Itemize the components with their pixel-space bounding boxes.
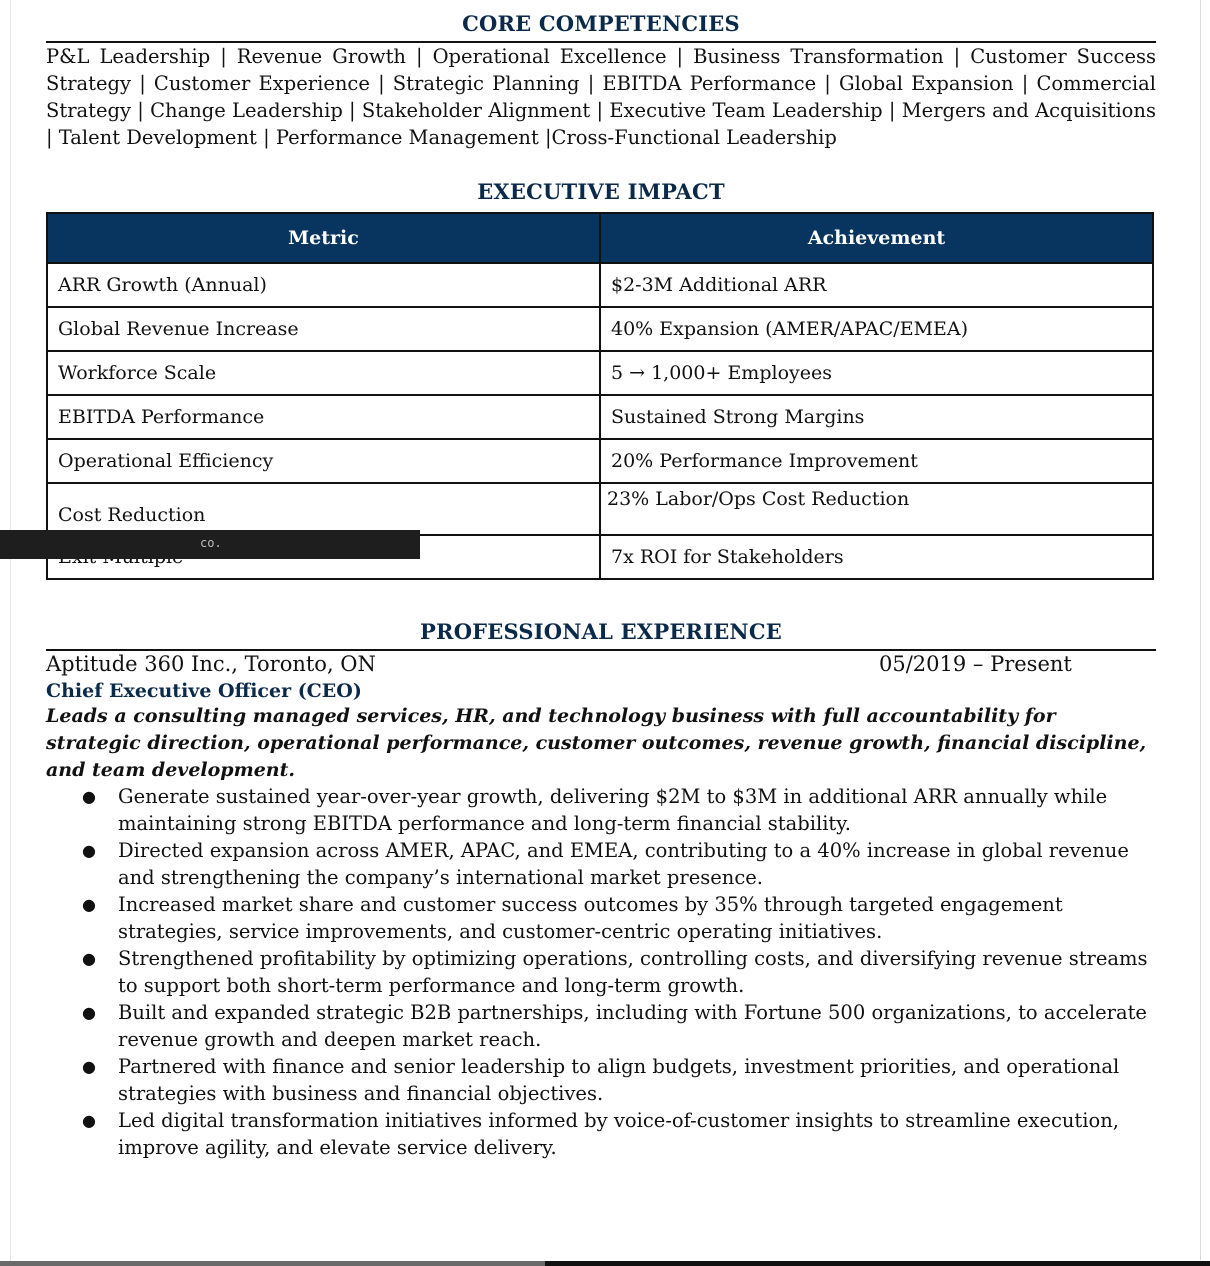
professional-experience-heading: PROFESSIONAL EXPERIENCE	[420, 619, 782, 644]
bullet-text: Generate sustained year-over-year growth, delivering $2M to $3M in additional ARR annually while maintaining strong EBITDA performance and long-term financial stability.	[118, 785, 1108, 835]
metric-cell: Cost Reduction	[47, 483, 600, 535]
achievement-cell: 20% Performance Improvement	[600, 439, 1153, 483]
achievement-cell: 7x ROI for Stakeholders	[600, 535, 1153, 579]
table-row	[47, 439, 1153, 483]
bullet-icon: ●	[82, 1057, 96, 1076]
floating-toolbar-overlay[interactable]	[0, 530, 420, 559]
metric-cell: EBITDA Performance	[47, 395, 600, 439]
executive-impact-table	[46, 212, 1154, 580]
list-item	[0, 783, 1160, 837]
list-item	[0, 1107, 1160, 1161]
overlay-label: co.	[200, 536, 222, 550]
job-summary: Leads a consulting managed services, HR, and technology business with full accountability for strategic direction, operational performance, customer outcomes, revenue growth, financial discipline, and team development.	[46, 705, 1147, 781]
core-competencies-heading: CORE COMPETENCIES	[462, 11, 740, 36]
job-title: Chief Executive Officer (CEO)	[46, 680, 362, 702]
table-row	[47, 395, 1153, 439]
bullet-icon: ●	[82, 1111, 96, 1130]
table-header-row	[47, 213, 1153, 263]
column-header-metric: Metric	[47, 213, 600, 263]
bullet-text: Partnered with finance and senior leadership to align budgets, investment priorities, and operational strategies with business and financial objectives.	[118, 1055, 1120, 1105]
list-item	[0, 837, 1160, 891]
scrollbar-thumb[interactable]	[0, 1261, 545, 1266]
bullet-text: Led digital transformation initiatives informed by voice-of-customer insights to streamline execution, improve agility, and elevate service delivery.	[118, 1109, 1119, 1159]
list-item	[0, 1053, 1160, 1107]
table-row	[47, 263, 1153, 307]
table-row	[47, 351, 1153, 395]
achievement-cell: 40% Expansion (AMER/APAC/EMEA)	[600, 307, 1153, 351]
bullet-text: Increased market share and customer success outcomes by 35% through targeted engagement strategies, service improvements, and customer-centric operating initiatives.	[118, 893, 1063, 943]
achievement-cell: $2-3M Additional ARR	[600, 263, 1153, 307]
bullet-icon: ●	[82, 787, 96, 806]
table-row	[47, 307, 1153, 351]
list-item	[0, 945, 1160, 999]
bullet-icon: ●	[82, 841, 96, 860]
bullet-text: Strengthened profitability by optimizing operations, controlling costs, and diversifying revenue streams to support both short-term performance and long-term growth.	[118, 947, 1148, 997]
job-dates: 05/2019 – Present	[879, 652, 1072, 676]
bullet-icon: ●	[82, 895, 96, 914]
metric-cell: ARR Growth (Annual)	[47, 263, 600, 307]
table-row	[47, 483, 1153, 535]
bullet-text: Directed expansion across AMER, APAC, and EMEA, contributing to a 40% increase in global revenue and strengthening the company’s international market presence.	[118, 839, 1129, 889]
metric-cell: Global Revenue Increase	[47, 307, 600, 351]
achievement-cell: 23% Labor/Ops Cost Reduction	[600, 483, 1153, 535]
achievement-bullets	[0, 783, 1160, 1161]
section-divider	[46, 649, 1156, 651]
list-item	[0, 999, 1160, 1053]
job-company: Aptitude 360 Inc., Toronto, ON	[46, 652, 376, 676]
executive-impact-heading: EXECUTIVE IMPACT	[477, 179, 725, 204]
column-header-achievement: Achievement	[600, 213, 1153, 263]
achievement-cell: Sustained Strong Margins	[600, 395, 1153, 439]
horizontal-scrollbar[interactable]	[0, 1261, 1210, 1266]
metric-cell: Operational Efficiency	[47, 439, 600, 483]
metric-cell: Workforce Scale	[47, 351, 600, 395]
bullet-icon: ●	[82, 1003, 96, 1022]
bullet-text: Built and expanded strategic B2B partnerships, including with Fortune 500 organizations, to accelerate revenue growth and deepen market reach.	[118, 1001, 1147, 1051]
list-item	[0, 891, 1160, 945]
bullet-icon: ●	[82, 949, 96, 968]
core-competencies-list: P&L Leadership | Revenue Growth | Operational Excellence | Business Transformation | Customer Success Strategy | Customer Experience | Strategic Planning | EBITDA Performance | Global Expansion | Commercial Strategy | Change Leadership | Stakeholder Alignment | Executive Team Leadership | Mergers and Acquisitions | Talent Development | Performance Management |Cross-Functional Leadership	[46, 45, 1156, 149]
achievement-cell: 5 → 1,000+ Employees	[600, 351, 1153, 395]
